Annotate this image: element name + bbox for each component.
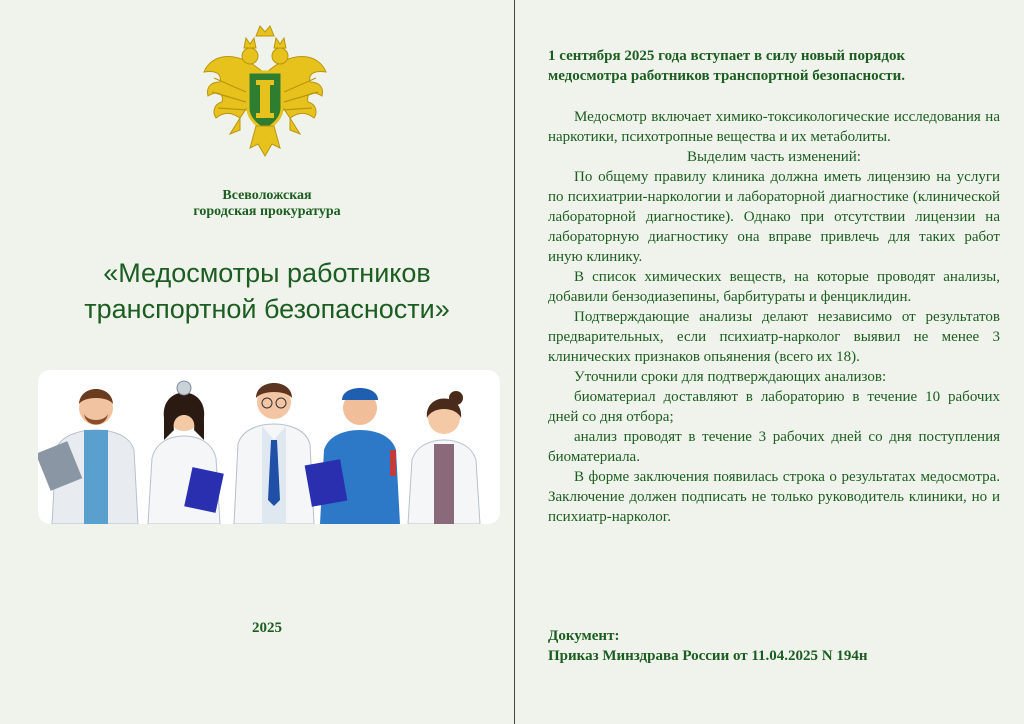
brochure-title: [30, 255, 504, 327]
doctor-with-glasses-figure: [234, 383, 314, 524]
article-headline: [548, 46, 1000, 86]
paragraph-license-rule: По общему правилу клиника должна иметь лицензию на услуги по психиатрии-наркологии и лабораторной диагностике (клинической лабораторной диагностике). Однако при отсутствии лицензии на лабораторную диагностику она вправе привлечь для таких работ иную клинику.: [548, 169, 1000, 265]
organization-line-2: городская прокуратура: [193, 204, 341, 219]
publication-year: 2025: [252, 620, 282, 636]
paragraph-substance-list: В список химических веществ, на которые проводят анализы, добавили бензодиазепины, барбитураты и фенциклидин.: [548, 269, 1000, 305]
paragraph-analysis-deadline: анализ проводят в течение 3 рабочих дней со дня поступления биоматериала.: [548, 429, 1000, 465]
document-reference: [548, 626, 1000, 666]
doctor-with-clipboard-figure: [38, 389, 138, 524]
title-line-2: транспортной безопасности»: [84, 294, 450, 324]
doctor-in-blue-scrubs-figure: [305, 388, 400, 524]
paragraph-changes-intro: Выделим часть изменений:: [687, 149, 861, 165]
paragraph-conclusion-form: В форме заключения появилась строка о результатах медосмотра. Заключение должен подписать не только руководитель клиники, но и психиатр-нарколог.: [548, 469, 1000, 525]
paragraph-deadlines-intro: Уточнили сроки для подтверждающих анализов:: [574, 369, 887, 385]
organization-line-1: Всеволожская: [222, 188, 312, 203]
document-citation: Приказ Минздрава России от 11.04.2025 N 194н: [548, 648, 868, 664]
paragraph-confirmatory-tests: Подтверждающие анализы делают независимо от результатов предварительных, если психиатр-нарколог выявил не менее 3 клинических признаков опьянения (всего их 18).: [548, 309, 1000, 365]
headline-line-2: медосмотра работников транспортной безопасности.: [548, 68, 906, 84]
article-body: [548, 107, 1000, 527]
nurse-figure: [390, 391, 480, 524]
medical-staff-icon: [38, 370, 500, 524]
paragraph-medical-exam-scope: Медосмотр включает химико-токсикологические исследования на наркотики, психотропные вещества и их метаболиты.: [548, 109, 1000, 145]
medical-staff-illustration: [38, 370, 500, 524]
headline-line-1: 1 сентября 2025 года вступает в силу новый порядок: [548, 48, 906, 64]
prosecutor-emblem-icon: [200, 22, 330, 162]
title-line-1: «Медосмотры работников: [103, 258, 431, 288]
female-doctor-figure: [148, 381, 224, 524]
organization-name: [0, 188, 534, 220]
paragraph-delivery-deadline: биоматериал доставляют в лабораторию в течение 10 рабочих дней со дня отбора;: [548, 389, 1000, 425]
document-label: Документ:: [548, 628, 620, 644]
